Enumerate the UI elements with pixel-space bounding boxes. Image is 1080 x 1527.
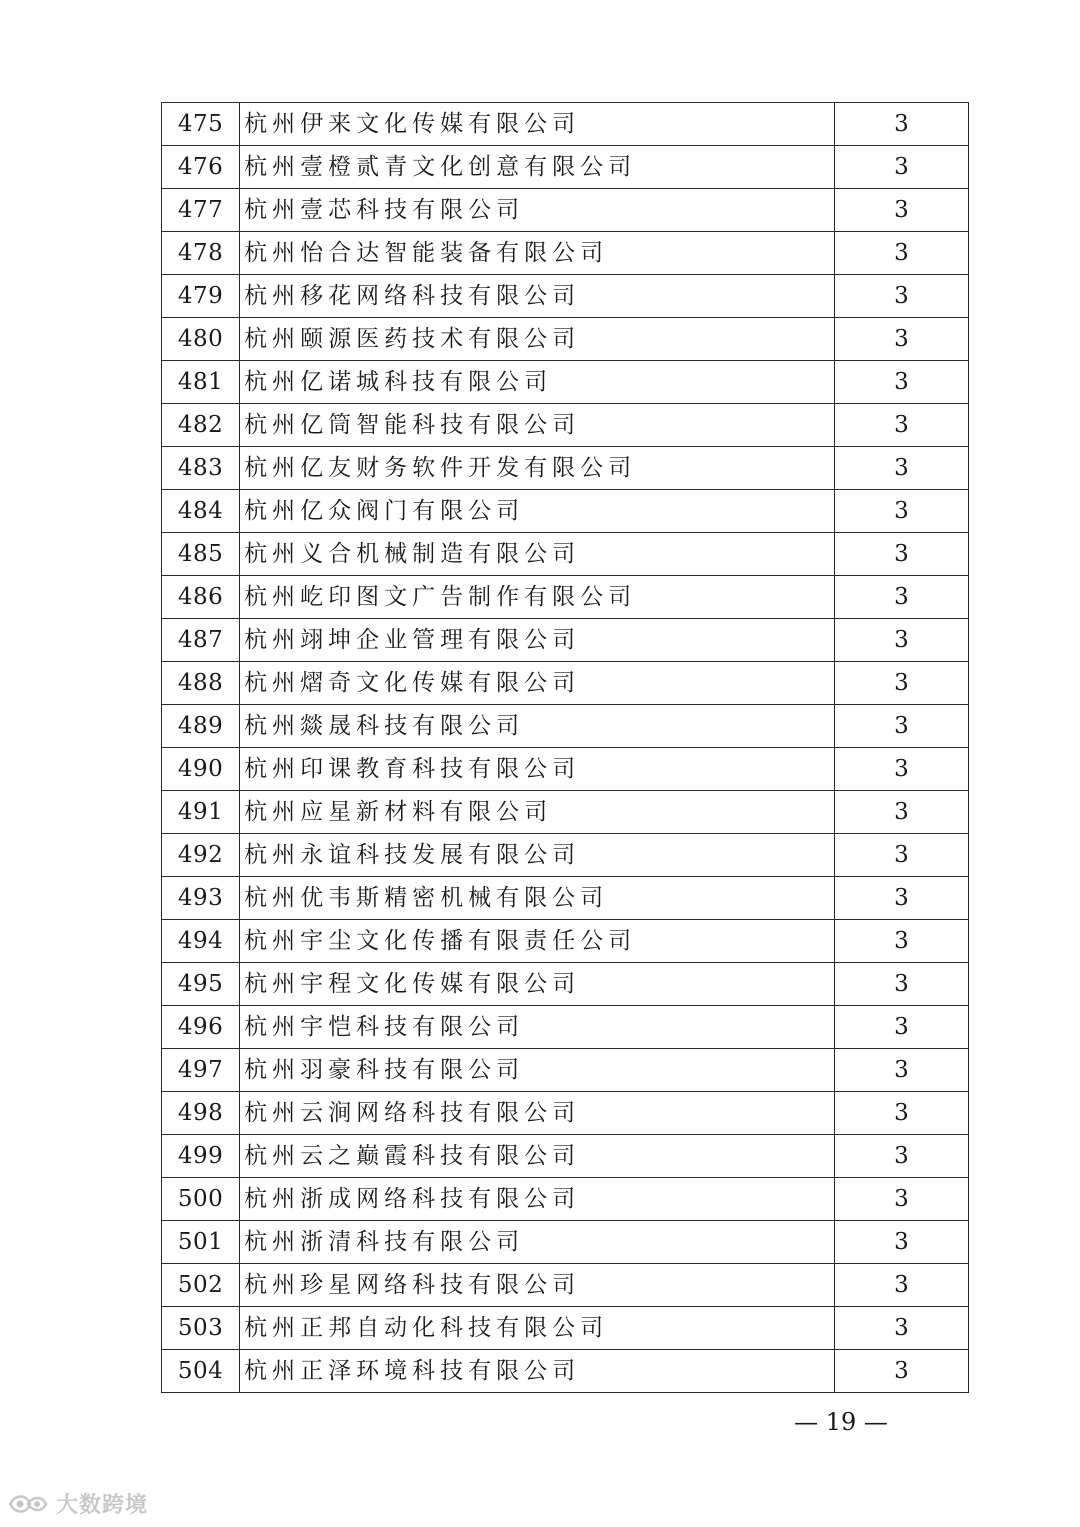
company-name-cell: 杭州宇恺科技有限公司 xyxy=(240,1006,835,1049)
table-row xyxy=(162,1264,969,1307)
table-row xyxy=(162,533,969,576)
watermark xyxy=(6,1488,148,1519)
company-name-cell: 杭州羽豪科技有限公司 xyxy=(240,1049,835,1092)
count-cell: 3 xyxy=(834,791,968,834)
count-cell: 3 xyxy=(834,748,968,791)
company-name-cell: 杭州熠奇文化传媒有限公司 xyxy=(240,662,835,705)
company-name-cell: 杭州宇尘文化传播有限责任公司 xyxy=(240,920,835,963)
row-number-cell: 488 xyxy=(162,662,240,705)
company-name-cell: 杭州宇程文化传媒有限公司 xyxy=(240,963,835,1006)
table-row xyxy=(162,877,969,920)
count-cell: 3 xyxy=(834,1178,968,1221)
count-cell: 3 xyxy=(834,1307,968,1350)
company-name-cell: 杭州亿众阀门有限公司 xyxy=(240,490,835,533)
eye-logo-icon xyxy=(6,1491,50,1517)
table-row xyxy=(162,189,969,232)
table-row xyxy=(162,1178,969,1221)
watermark-text: 大数跨境 xyxy=(56,1493,149,1518)
page-number: — 19 — xyxy=(794,1408,888,1436)
table-row xyxy=(162,576,969,619)
row-number-cell: 478 xyxy=(162,232,240,275)
company-name-cell: 杭州云涧网络科技有限公司 xyxy=(240,1092,835,1135)
table-row xyxy=(162,1135,969,1178)
row-number-cell: 498 xyxy=(162,1092,240,1135)
company-name-cell: 杭州怡合达智能装备有限公司 xyxy=(240,232,835,275)
row-number-cell: 486 xyxy=(162,576,240,619)
row-number-cell: 496 xyxy=(162,1006,240,1049)
company-name-cell: 杭州移花网络科技有限公司 xyxy=(240,275,835,318)
company-name-cell: 杭州伊来文化传媒有限公司 xyxy=(240,103,835,146)
row-number-cell: 500 xyxy=(162,1178,240,1221)
table-row xyxy=(162,232,969,275)
table-row xyxy=(162,791,969,834)
count-cell: 3 xyxy=(834,103,968,146)
count-cell: 3 xyxy=(834,705,968,748)
count-cell: 3 xyxy=(834,189,968,232)
count-cell: 3 xyxy=(834,1264,968,1307)
company-name-cell: 杭州义合机械制造有限公司 xyxy=(240,533,835,576)
table-row xyxy=(162,490,969,533)
table-row xyxy=(162,1307,969,1350)
company-name-cell: 杭州燚晟科技有限公司 xyxy=(240,705,835,748)
table-row xyxy=(162,404,969,447)
row-number-cell: 485 xyxy=(162,533,240,576)
company-name-cell: 杭州印课教育科技有限公司 xyxy=(240,748,835,791)
table-row xyxy=(162,834,969,877)
table-row xyxy=(162,1350,969,1393)
table-row xyxy=(162,1049,969,1092)
count-cell: 3 xyxy=(834,877,968,920)
row-number-cell: 476 xyxy=(162,146,240,189)
row-number-cell: 495 xyxy=(162,963,240,1006)
table-row xyxy=(162,103,969,146)
table-row xyxy=(162,705,969,748)
company-name-cell: 杭州云之巅霞科技有限公司 xyxy=(240,1135,835,1178)
company-name-cell: 杭州壹橙贰青文化创意有限公司 xyxy=(240,146,835,189)
row-number-cell: 503 xyxy=(162,1307,240,1350)
table-row xyxy=(162,619,969,662)
count-cell: 3 xyxy=(834,834,968,877)
count-cell: 3 xyxy=(834,533,968,576)
company-name-cell: 杭州正泽环境科技有限公司 xyxy=(240,1350,835,1393)
table-row xyxy=(162,318,969,361)
row-number-cell: 479 xyxy=(162,275,240,318)
table-row xyxy=(162,920,969,963)
count-cell: 3 xyxy=(834,318,968,361)
company-name-cell: 杭州浙清科技有限公司 xyxy=(240,1221,835,1264)
count-cell: 3 xyxy=(834,447,968,490)
row-number-cell: 482 xyxy=(162,404,240,447)
count-cell: 3 xyxy=(834,662,968,705)
row-number-cell: 483 xyxy=(162,447,240,490)
table-row xyxy=(162,1006,969,1049)
table-row xyxy=(162,361,969,404)
count-cell: 3 xyxy=(834,1350,968,1393)
count-cell: 3 xyxy=(834,920,968,963)
row-number-cell: 475 xyxy=(162,103,240,146)
count-cell: 3 xyxy=(834,1221,968,1264)
company-name-cell: 杭州永谊科技发展有限公司 xyxy=(240,834,835,877)
count-cell: 3 xyxy=(834,490,968,533)
company-name-cell: 杭州浙成网络科技有限公司 xyxy=(240,1178,835,1221)
table-row xyxy=(162,447,969,490)
company-name-cell: 杭州亿筒智能科技有限公司 xyxy=(240,404,835,447)
count-cell: 3 xyxy=(834,404,968,447)
row-number-cell: 504 xyxy=(162,1350,240,1393)
table-row xyxy=(162,963,969,1006)
company-name-cell: 杭州壹芯科技有限公司 xyxy=(240,189,835,232)
row-number-cell: 501 xyxy=(162,1221,240,1264)
company-name-cell: 杭州翊坤企业管理有限公司 xyxy=(240,619,835,662)
table-row xyxy=(162,146,969,189)
count-cell: 3 xyxy=(834,1006,968,1049)
count-cell: 3 xyxy=(834,1049,968,1092)
table-row xyxy=(162,1092,969,1135)
company-name-cell: 杭州亿诺城科技有限公司 xyxy=(240,361,835,404)
company-name-cell: 杭州应星新材料有限公司 xyxy=(240,791,835,834)
company-table-body xyxy=(162,103,969,1393)
row-number-cell: 484 xyxy=(162,490,240,533)
row-number-cell: 491 xyxy=(162,791,240,834)
count-cell: 3 xyxy=(834,232,968,275)
company-name-cell: 杭州优韦斯精密机械有限公司 xyxy=(240,877,835,920)
row-number-cell: 497 xyxy=(162,1049,240,1092)
table-row xyxy=(162,1221,969,1264)
row-number-cell: 490 xyxy=(162,748,240,791)
company-name-cell: 杭州正邦自动化科技有限公司 xyxy=(240,1307,835,1350)
count-cell: 3 xyxy=(834,963,968,1006)
row-number-cell: 494 xyxy=(162,920,240,963)
table-row xyxy=(162,275,969,318)
row-number-cell: 477 xyxy=(162,189,240,232)
count-cell: 3 xyxy=(834,146,968,189)
count-cell: 3 xyxy=(834,576,968,619)
row-number-cell: 493 xyxy=(162,877,240,920)
count-cell: 3 xyxy=(834,619,968,662)
row-number-cell: 489 xyxy=(162,705,240,748)
row-number-cell: 502 xyxy=(162,1264,240,1307)
row-number-cell: 487 xyxy=(162,619,240,662)
company-name-cell: 杭州亿友财务软件开发有限公司 xyxy=(240,447,835,490)
company-table xyxy=(161,102,969,1393)
table-row xyxy=(162,748,969,791)
count-cell: 3 xyxy=(834,1092,968,1135)
count-cell: 3 xyxy=(834,361,968,404)
table-row xyxy=(162,662,969,705)
row-number-cell: 492 xyxy=(162,834,240,877)
company-name-cell: 杭州珍星网络科技有限公司 xyxy=(240,1264,835,1307)
row-number-cell: 481 xyxy=(162,361,240,404)
company-name-cell: 杭州颐源医药技术有限公司 xyxy=(240,318,835,361)
row-number-cell: 480 xyxy=(162,318,240,361)
count-cell: 3 xyxy=(834,1135,968,1178)
row-number-cell: 499 xyxy=(162,1135,240,1178)
company-name-cell: 杭州屹印图文广告制作有限公司 xyxy=(240,576,835,619)
count-cell: 3 xyxy=(834,275,968,318)
